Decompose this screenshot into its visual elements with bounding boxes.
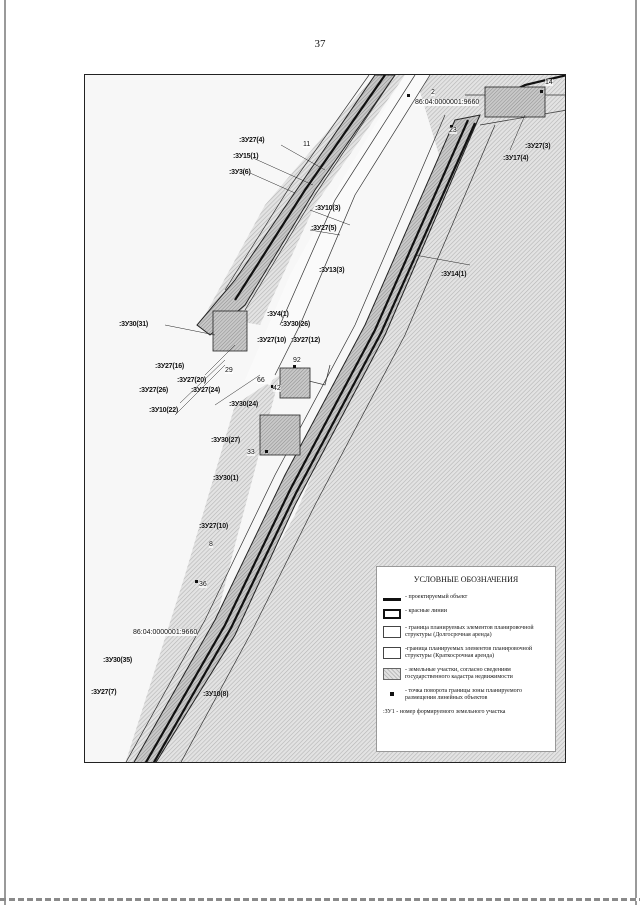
page-bottom-edge bbox=[0, 898, 640, 901]
turning-point-icon bbox=[383, 689, 401, 699]
point-number: 11 bbox=[303, 141, 311, 148]
parcel-label: :3У27(5) bbox=[311, 225, 337, 232]
legend-title: УСЛОВНЫЕ ОБОЗНАЧЕНИЯ bbox=[413, 575, 519, 584]
point-number: 66 bbox=[257, 377, 265, 384]
parcel-label: :3У10(22) bbox=[149, 407, 179, 414]
parcel-label: :3У27(12) bbox=[291, 337, 321, 344]
project-line-icon bbox=[383, 598, 401, 601]
parcel-label: :3У30(35) bbox=[103, 657, 133, 664]
legend-item-text: - красные линии bbox=[405, 607, 447, 614]
parcel-label: :3У4(1) bbox=[267, 311, 289, 318]
cadastral-label-north: 86:04:0000001:9660 bbox=[415, 99, 480, 106]
point-number: 33 bbox=[247, 449, 255, 456]
parcel-label: :3У27(3) bbox=[525, 143, 551, 150]
parcel-block-1 bbox=[213, 311, 247, 351]
long-lease-boundary-icon bbox=[383, 626, 401, 638]
legend-footer: :ЗУ1 - номер формируемого земельного участка bbox=[383, 708, 506, 715]
parcel-label: :3У30(24) bbox=[229, 401, 259, 408]
legend-item-text: - граница планируемых элементов планировочной структуры (Долгосрочная аренда) bbox=[405, 624, 534, 638]
parcel-label: :3У30(26) bbox=[281, 321, 311, 328]
legend-item-cadastre bbox=[383, 667, 549, 682]
legend-item-text: -граница планируемых элементов планировочной структуры (Краткосрочная аренда) bbox=[405, 645, 533, 659]
point-number: 92 bbox=[293, 357, 301, 364]
cadastre-hatch-icon bbox=[383, 668, 401, 680]
page-left-edge bbox=[4, 0, 6, 905]
parcel-label: :3У14(1) bbox=[441, 271, 467, 278]
parcel-label: :3У27(7) bbox=[91, 689, 117, 696]
parcel-label: :3У27(20) bbox=[177, 377, 207, 384]
point-number: 36 bbox=[199, 581, 207, 588]
point-number: 14 bbox=[545, 79, 553, 86]
legend-item-text: - земельные участки, согласно сведениям государственного кадастра недвижимости bbox=[405, 666, 513, 680]
point-number: 42 bbox=[273, 385, 281, 392]
legend-item-text: - проектируемый объект bbox=[405, 594, 468, 600]
point-number: 2 bbox=[431, 89, 435, 96]
parcel-block-4 bbox=[485, 87, 545, 117]
parcel-label: :3У27(24) bbox=[191, 387, 221, 394]
legend-item-text: - точка поворота границы зоны планируемого размещения линейных объектов bbox=[405, 687, 522, 701]
parcel-label: :3У27(4) bbox=[239, 137, 265, 144]
cadastral-label-south: 86:04:0000001:9660 bbox=[133, 629, 198, 636]
parcel-label: :3У10(8) bbox=[203, 691, 229, 698]
parcel-label: :3У30(27) bbox=[211, 437, 241, 444]
legend-item-project bbox=[383, 594, 549, 602]
parcel-block-2 bbox=[280, 368, 310, 398]
point-number: 29 bbox=[225, 367, 233, 374]
red-line-icon bbox=[383, 609, 401, 619]
page-right-edge bbox=[635, 0, 637, 905]
map-legend bbox=[376, 566, 556, 752]
point-number: 8 bbox=[209, 541, 213, 548]
legend-item-short-lease bbox=[383, 646, 549, 661]
parcel-label: :3У30(1) bbox=[213, 475, 239, 482]
short-lease-boundary-icon bbox=[383, 647, 401, 659]
parcel-label: :3У3(6) bbox=[229, 169, 251, 176]
parcel-label: :3У10(3) bbox=[315, 205, 341, 212]
legend-item-red-lines bbox=[383, 608, 549, 619]
legend-item-point bbox=[383, 688, 549, 703]
parcel-label: :3У27(10) bbox=[199, 523, 229, 530]
parcel-block-3 bbox=[260, 415, 300, 455]
parcel-label: :3У27(26) bbox=[139, 387, 169, 394]
page-number: 37 bbox=[314, 38, 326, 50]
parcel-label: :3У27(10) bbox=[257, 337, 287, 344]
point-number: 23 bbox=[449, 127, 457, 134]
parcel-label: :3У30(31) bbox=[119, 321, 149, 328]
parcel-label: :3У15(1) bbox=[233, 153, 259, 160]
parcel-label: :3У17(4) bbox=[503, 155, 529, 162]
parcel-label: :3У13(3) bbox=[319, 267, 345, 274]
parcel-label: :3У27(16) bbox=[155, 363, 185, 370]
legend-item-long-lease bbox=[383, 625, 549, 640]
